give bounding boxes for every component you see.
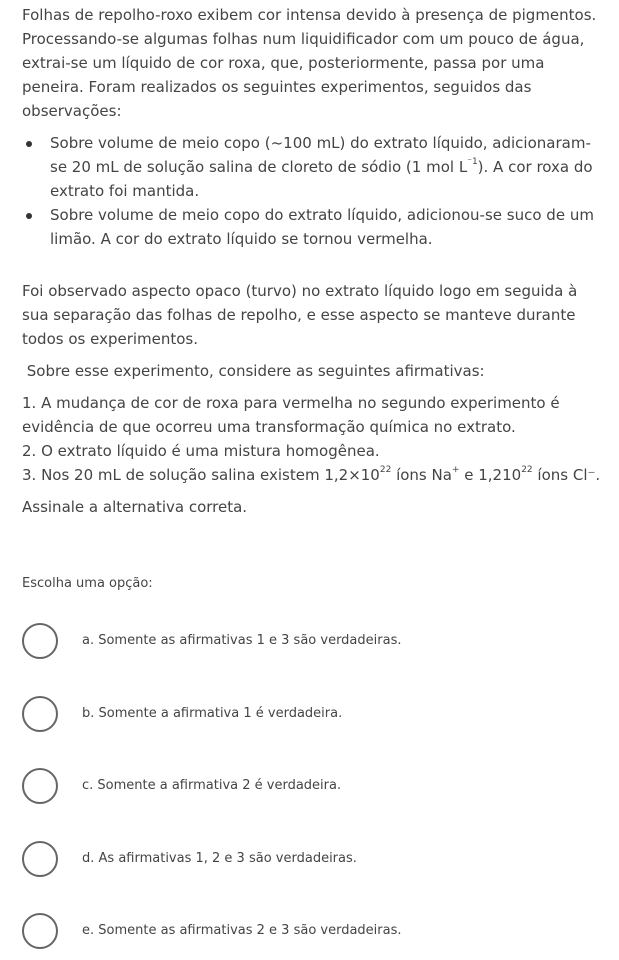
experiment-item-2	[22, 203, 602, 251]
statement-3-exp1: 22	[379, 465, 392, 475]
statement-3-mid: íons Na	[391, 466, 452, 484]
statement-1: 1. A mudança de cor de roxa para vermelha no segundo experimento é evidência de que ocorreu uma transformação química no extrato.	[22, 394, 560, 436]
option-a[interactable]	[22, 623, 602, 663]
radio-button[interactable]	[22, 696, 58, 732]
option-d[interactable]	[22, 841, 602, 881]
option-label[interactable]: c. Somente a afirmativa 2 é verdadeira.	[82, 778, 342, 793]
experiment-2-text: Sobre volume de meio copo do extrato líquido, adicionou-se suco de um limão. A cor do extrato líquido se tornou vermelha.	[50, 206, 594, 248]
option-label[interactable]: d. As afirmativas 1, 2 e 3 são verdadeiras.	[82, 851, 357, 866]
statement-3	[22, 463, 602, 487]
statement-2: 2. O extrato líquido é uma mistura homogênea.	[22, 442, 380, 460]
observation-text: Foi observado aspecto opaco (turvo) no extrato líquido logo em seguida à sua separação das folhas de repolho, e esse aspecto se manteve durante todos os experimentos.	[22, 282, 578, 348]
experiment-list	[22, 131, 602, 251]
bullet-icon	[26, 141, 32, 147]
experiment-item-1	[22, 131, 602, 203]
radio-button[interactable]	[22, 913, 58, 949]
statement-3-exp2: 22	[521, 465, 533, 475]
statement-3-mid2: e 1,210	[459, 466, 522, 484]
question-intro: Folhas de repolho-roxo exibem cor intensa devido à presença de pigmentos. Processando-se algumas folhas num liquidificador com um pouco de água, extrai-se um líquido de cor roxa, que, posteriormente, passa por uma peneira. Foram realizados os seguintes experimentos, seguidos das observações:	[22, 6, 597, 120]
statement-3-pre: 3. Nos 20 mL de solução salina existem 1,2×10	[22, 466, 380, 484]
experiment-1-text: Sobre volume de meio copo (~100 mL) do extrato líquido, adicionaram-se 20 mL de solução salina de cloreto de sódio (1 mol L	[50, 134, 591, 176]
option-e[interactable]	[22, 913, 602, 953]
statement-3-post: íons Cl⁻.	[532, 466, 601, 484]
option-c[interactable]	[22, 768, 602, 808]
option-label[interactable]: e. Somente as afirmativas 2 e 3 são verdadeiras.	[82, 923, 402, 938]
statement-3-plus: +	[451, 465, 460, 475]
radio-button[interactable]	[22, 768, 58, 804]
option-b[interactable]	[22, 696, 602, 736]
experiment-1-superscript: ⁻1	[467, 157, 478, 167]
radio-button[interactable]	[22, 623, 58, 659]
instruction-text: Assinale a alternativa correta.	[22, 498, 248, 516]
radio-button[interactable]	[22, 841, 58, 877]
option-label[interactable]: b. Somente a afirmativa 1 é verdadeira.	[82, 706, 343, 721]
choice-prompt: Escolha uma opção:	[22, 576, 153, 591]
consider-text: Sobre esse experimento, considere as seguintes afirmativas:	[22, 362, 485, 380]
experiment-1-tail: ). A cor roxa do extrato foi mantida.	[50, 158, 593, 200]
bullet-icon	[26, 213, 32, 219]
option-label[interactable]: a. Somente as afirmativas 1 e 3 são verdadeiras.	[82, 633, 402, 648]
